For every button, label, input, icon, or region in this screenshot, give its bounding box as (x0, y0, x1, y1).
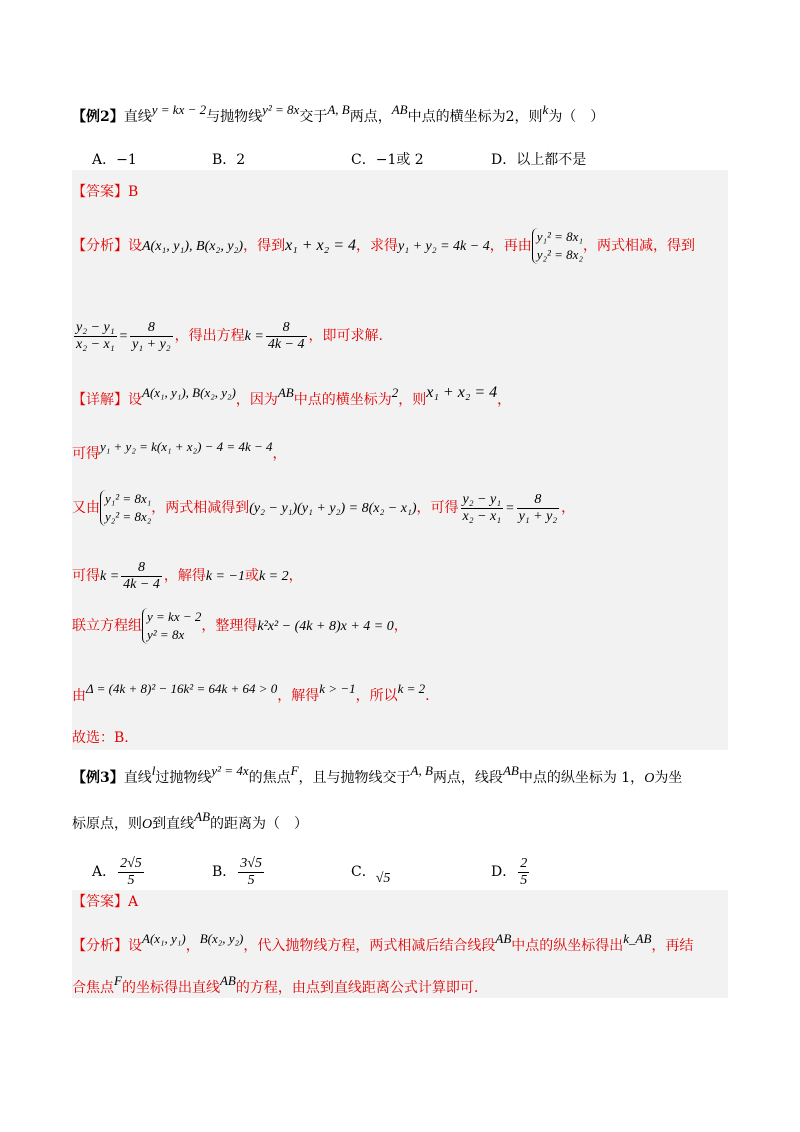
fraction: $\frac{2}{5}$ (520, 855, 528, 888)
example2-detail-line4: 可得k = $\frac{8}{4k - 4}$ ，解得k = −1或k = 2， (72, 559, 303, 592)
example3-header: 【例3】 (72, 770, 124, 786)
example2-analysis-cont: $\frac{\text{y₂ − y₁}}{\text{x₂ − x₁}}$ = $\frac{8}{\text{y₁ + y₂}}$ ，得出方程k = $\frac{8}{4k - 4}$ ，即可求解. (76, 319, 383, 352)
example3-question-line1: 【例3】直线l过抛物线y² = 4x的焦点F，且与抛物线交于A, B两点，线段AB中点的纵坐标为 1，O为坐 (72, 763, 683, 786)
example2-detail-line5: 联立方程组 y = kx − 2 y² = 8x ，整理得k²x² − (4k + 8)x + 4 = 0， (72, 609, 408, 642)
option-c: C．−1或 2 (351, 152, 424, 168)
fraction: $\frac{2√5}{5}$ (120, 855, 142, 888)
equation-system: y₁² = 8x₁ y₂² = 8x₂ (100, 490, 151, 526)
fraction: $\frac{8}{\text{y₁ + y₂}}$ (132, 319, 171, 352)
option-d: D．以上都不是 (491, 152, 587, 168)
example3-answer: 【答案】A (72, 894, 139, 910)
example2-detail-line3: 又由 y₁² = 8x₁ y₂² = 8x₂ ，两式相减得到(y₂ − y₁)(y₁ + y₂) = 8(x₂ − x₁)，可得 $\frac{\text{y₂ − y₁}}{\text{x₂ − x₁}}$ = $\frac{8}{\text{y₁ + y₂}}$ ， (72, 491, 576, 524)
example3-question-line2: 标原点，则O到直线AB的距离为（ ） (72, 809, 309, 832)
option-b: B．2 (212, 152, 246, 168)
option-d: D． $\frac{2}{5}$ (491, 855, 528, 888)
fraction: $\frac{8}{4k - 4}$ (267, 319, 305, 352)
example2-conclusion: 故选：B. (72, 730, 129, 746)
example2-analysis: 【分析】设A(x₁, y₁), B(x₂, y₂)，得到x₁ + x₂ = 4，求得y₁ + y₂ = 4k − 4，再由 y₁² = 8x₁ y₂² = 8x₂ ，两式相减，得到 (72, 229, 695, 262)
example2-question: 【例2】直线y = kx − 2与抛物线y² = 8x交于A, B两点，AB中点的横坐标为2，则k为（ ） (72, 102, 605, 125)
equation-system: y = kx − 2 y² = 8x (142, 608, 201, 644)
fraction: $\frac{3√5}{5}$ (240, 855, 262, 888)
example2-answer: 【答案】B (72, 184, 139, 200)
fraction: $\frac{\text{y₂ − y₁}}{\text{x₂ − x₁}}$ (462, 491, 502, 524)
fraction: $\frac{8}{\text{y₁ + y₂}}$ (518, 491, 558, 524)
option-a: A．−1 (92, 152, 137, 168)
example2-detail-line6: 由Δ = (4k + 8)² − 16k² = 64k + 64 > 0，解得k > −1，所以k = 2. (72, 681, 430, 704)
option-b: B． $\frac{3√5}{5}$ (212, 855, 262, 888)
equation-system: y₁² = 8x₁ y₂² = 8x₂ (532, 228, 583, 264)
fraction: $\frac{8}{4k - 4}$ (123, 559, 160, 592)
fraction: $\frac{\text{y₂ − y₁}}{\text{x₂ − x₁}}$ (76, 319, 115, 352)
example3-analysis-line2: 合焦点F的坐标得出直线AB的方程，由点到直线距离公式计算即可. (72, 973, 479, 996)
example2-detail-line1: 【详解】设A(x₁, y₁), B(x₂, y₂)，因为AB中点的横坐标为2，则x₁ + x₂ = 4， (72, 384, 512, 408)
option-c: C．√5 (351, 864, 391, 886)
option-a: A． $\frac{2√5}{5}$ (92, 855, 142, 888)
example2-header: 【例2】 (72, 109, 124, 125)
example2-detail-line2: 可得y₁ + y₂ = k(x₁ + x₂) − 4 = 4k − 4， (72, 439, 287, 462)
example3-analysis-line1: 【分析】设A(x₁, y₁)，B(x₂, y₂)，代入抛物线方程，两式相减后结合线段AB中点的纵坐标得出k_AB，再结 (72, 931, 694, 954)
